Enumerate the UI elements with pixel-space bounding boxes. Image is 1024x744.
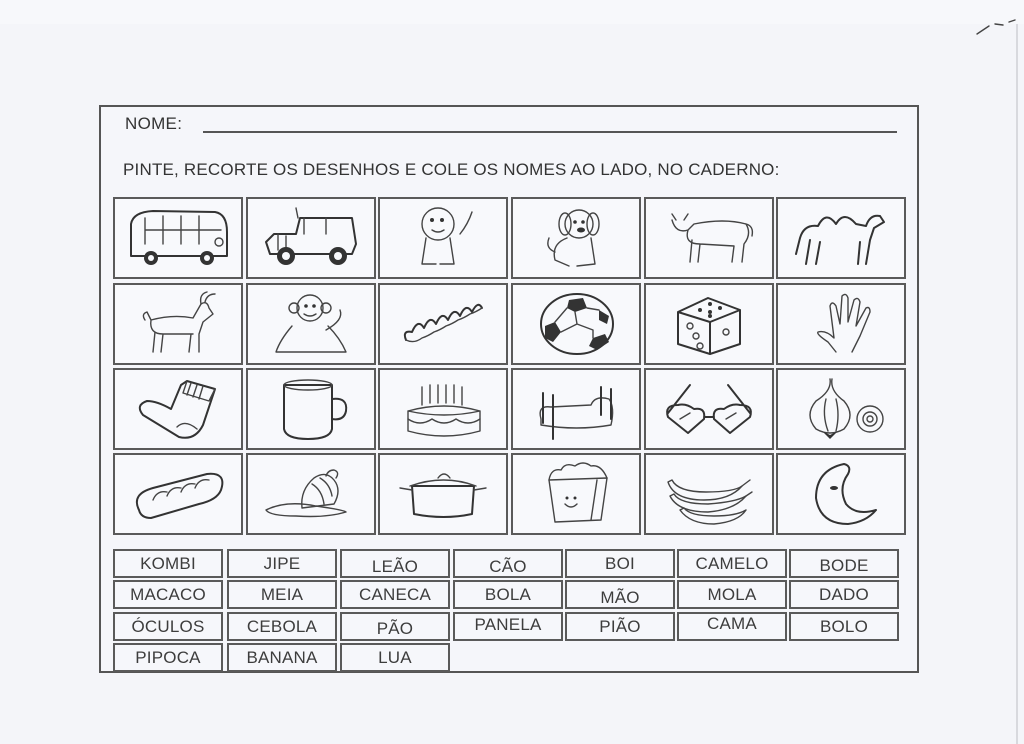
folded-corner-mark [975, 18, 1021, 38]
picture-cell-top[interactable] [246, 453, 376, 535]
soccer-ball-icon [521, 290, 631, 358]
picture-cell-ox[interactable] [644, 197, 774, 279]
word-card[interactable]: PÃO [340, 612, 450, 641]
picture-cell-goat[interactable] [113, 283, 243, 365]
word-card[interactable]: JIPE [227, 549, 337, 578]
picture-cell-dice[interactable] [644, 283, 774, 365]
bed-icon [521, 375, 631, 443]
picture-cell-moon[interactable] [776, 453, 906, 535]
word-card[interactable]: CEBOLA [227, 612, 337, 641]
bananas-icon [654, 460, 764, 528]
paper-edge [1016, 24, 1018, 744]
picture-cell-lion[interactable] [378, 197, 508, 279]
word-card[interactable]: DADO [789, 580, 899, 609]
ox-icon [654, 204, 764, 272]
picture-cell-dog[interactable] [511, 197, 641, 279]
picture-cell-sock[interactable] [113, 368, 243, 450]
word-card[interactable]: PIPOCA [113, 643, 223, 672]
picture-cell-cake[interactable] [378, 368, 508, 450]
word-card[interactable]: BOI [565, 549, 675, 578]
picture-cell-pot[interactable] [378, 453, 508, 535]
spinning-top-icon [256, 460, 366, 528]
birthday-cake-icon [388, 375, 498, 443]
picture-cell-ball[interactable] [511, 283, 641, 365]
lion-icon [388, 204, 498, 272]
instructions-text: PINTE, RECORTE OS DESENHOS E COLE OS NOMES AO LADO, NO CADERNO: [123, 160, 780, 179]
camel-icon [786, 204, 896, 272]
dice-icon [654, 290, 764, 358]
popcorn-icon [521, 460, 631, 528]
word-card[interactable]: LUA [340, 643, 450, 672]
word-card[interactable]: CÃO [453, 549, 563, 578]
word-card[interactable]: BODE [789, 549, 899, 578]
word-card[interactable]: CANECA [340, 580, 450, 609]
picture-cell-monkey[interactable] [246, 283, 376, 365]
word-card[interactable]: MÃO [565, 580, 675, 609]
picture-cell-popcorn[interactable] [511, 453, 641, 535]
word-card[interactable]: MOLA [677, 580, 787, 609]
picture-cell-bananas[interactable] [644, 453, 774, 535]
name-input-line[interactable] [203, 131, 897, 133]
monkey-icon [256, 290, 366, 358]
picture-cell-bread[interactable] [113, 453, 243, 535]
pot-icon [388, 460, 498, 528]
picture-cell-bed[interactable] [511, 368, 641, 450]
picture-cell-glasses[interactable] [644, 368, 774, 450]
picture-cell-camel[interactable] [776, 197, 906, 279]
spring-icon [388, 290, 498, 358]
word-card[interactable]: MEIA [227, 580, 337, 609]
word-card[interactable]: KOMBI [113, 549, 223, 578]
mug-icon [256, 375, 366, 443]
sock-icon [123, 375, 233, 443]
goat-icon [123, 290, 233, 358]
kombi-van-icon [123, 204, 233, 272]
word-card[interactable]: BOLA [453, 580, 563, 609]
picture-cell-spring[interactable] [378, 283, 508, 365]
moon-icon [786, 460, 896, 528]
name-label: NOME: [125, 114, 183, 133]
picture-cell-hand[interactable] [776, 283, 906, 365]
word-card[interactable]: BANANA [227, 643, 337, 672]
onion-icon [786, 375, 896, 443]
word-card[interactable]: LEÃO [340, 549, 450, 578]
jeep-icon [256, 204, 366, 272]
picture-cell-jeep[interactable] [246, 197, 376, 279]
picture-cell-kombi[interactable] [113, 197, 243, 279]
word-card[interactable]: BOLO [789, 612, 899, 641]
word-card[interactable]: CAMA [677, 612, 787, 641]
picture-cell-onion[interactable] [776, 368, 906, 450]
scan-margin [0, 0, 1024, 24]
hand-icon [786, 290, 896, 358]
picture-cell-mug[interactable] [246, 368, 376, 450]
heart-sunglasses-icon [654, 375, 764, 443]
bread-icon [123, 460, 233, 528]
word-card[interactable]: MACACO [113, 580, 223, 609]
word-card[interactable]: PANELA [453, 612, 563, 641]
word-card[interactable]: PIÃO [565, 612, 675, 641]
word-card[interactable]: ÓCULOS [113, 612, 223, 641]
dog-icon [521, 204, 631, 272]
word-card[interactable]: CAMELO [677, 549, 787, 578]
